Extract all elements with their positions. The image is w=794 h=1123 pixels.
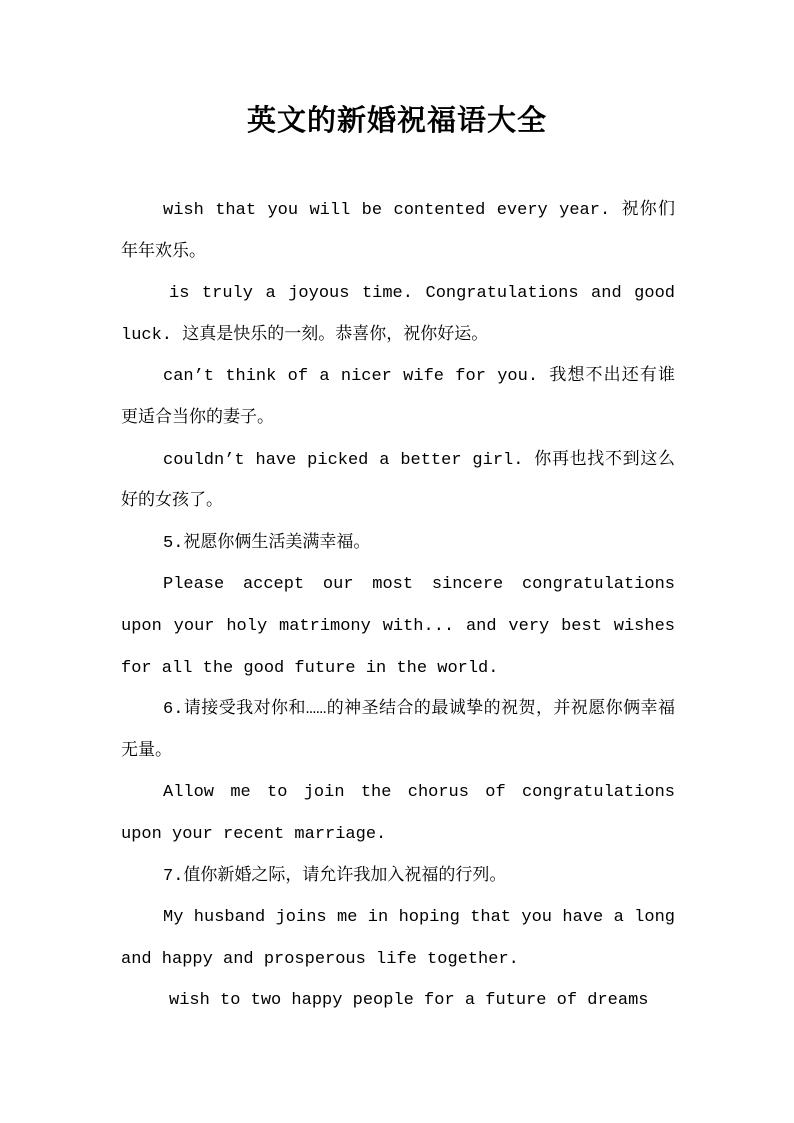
paragraph: 6.请接受我对你和……的神圣结合的最诚挚的祝贺，并祝愿你俩幸福无量。: [121, 700, 675, 761]
document-body: [121, 190, 675, 1022]
paragraph: 5.祝愿你俩生活美满幸福。: [163, 533, 371, 553]
paragraph: wish to two happy people for a future of dreams: [169, 991, 649, 1011]
paragraph: Please accept our most sincere congratulations upon your holy matrimony with... and very best wishes for all the good future in the world.: [121, 575, 675, 678]
paragraph: Allow me to join the chorus of congratulations upon your recent marriage.: [121, 783, 675, 844]
paragraph: couldn’t have picked a better girl. 你再也找不到这么好的女孩了。: [121, 450, 675, 512]
paragraph: is truly a joyous time. Congratulations and good luck. 这真是快乐的一刻。恭喜你，祝你好运。: [121, 284, 675, 345]
paragraph: My husband joins me in hoping that you have a long and happy and prosperous life together.: [121, 908, 675, 969]
paragraph: can’t think of a nicer wife for you. 我想不出还有谁更适合当你的妻子。: [121, 367, 675, 428]
document-title: 英文的新婚祝福语大全: [246, 103, 547, 137]
paragraph: wish that you will be contented every year. 祝你们年年欢乐。: [121, 201, 675, 262]
paragraph: 7.值你新婚之际，请允许我加入祝福的行列。: [163, 866, 507, 886]
